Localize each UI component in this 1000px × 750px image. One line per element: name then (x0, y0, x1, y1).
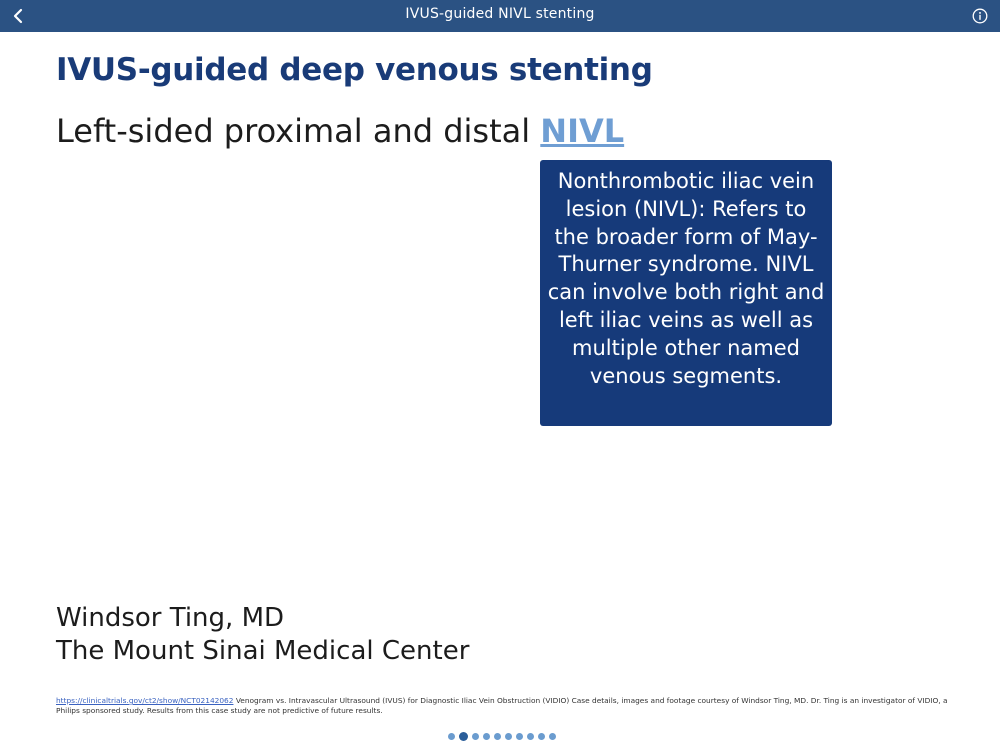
page-dot[interactable] (494, 733, 501, 740)
author-block (56, 602, 469, 668)
page-dot[interactable] (505, 733, 512, 740)
author-institution: The Mount Sinai Medical Center (56, 636, 470, 666)
page-dot[interactable] (527, 733, 534, 740)
page-indicator (448, 731, 556, 741)
info-button[interactable] (971, 7, 989, 25)
info-icon (972, 8, 988, 24)
page-dot[interactable] (538, 733, 545, 740)
footnote-text: Venogram vs. Intravascular Ultrasound (IVUS) for Diagnostic Iliac Vein Obstruction (VIDIO) Case details, images and footage courtesy of Windsor Ting, MD. Dr. Ting is an investigator of VIDIO, a Philips sponsored study. Results from this case study are not predictive of future results. (56, 696, 948, 715)
clinical-trial-link[interactable]: https://clinicaltrials.gov/ct2/show/NCT02142062 (56, 696, 234, 705)
footnote (56, 696, 956, 716)
page-dot[interactable] (472, 733, 479, 740)
page-subtitle (56, 112, 624, 150)
page-dot[interactable] (516, 733, 523, 740)
page-dot[interactable] (483, 733, 490, 740)
nivl-definition-popover: Nonthrombotic iliac vein lesion (NIVL): Refers to the broader form of May-Thurner syndrome. NIVL can involve both right and left iliac veins as well as multiple other named venous segments. (540, 160, 832, 426)
page-dot[interactable] (448, 733, 455, 740)
page-title: IVUS-guided deep venous stenting (56, 52, 653, 88)
page-dot-active[interactable] (459, 732, 468, 741)
nivl-link[interactable]: NIVL (540, 112, 625, 150)
author-name: Windsor Ting, MD (56, 603, 285, 633)
top-bar (0, 0, 1000, 32)
subtitle-text: Left-sided proximal and distal (56, 112, 541, 150)
window-title: IVUS-guided NIVL stenting (405, 6, 595, 22)
page-dot[interactable] (549, 733, 556, 740)
